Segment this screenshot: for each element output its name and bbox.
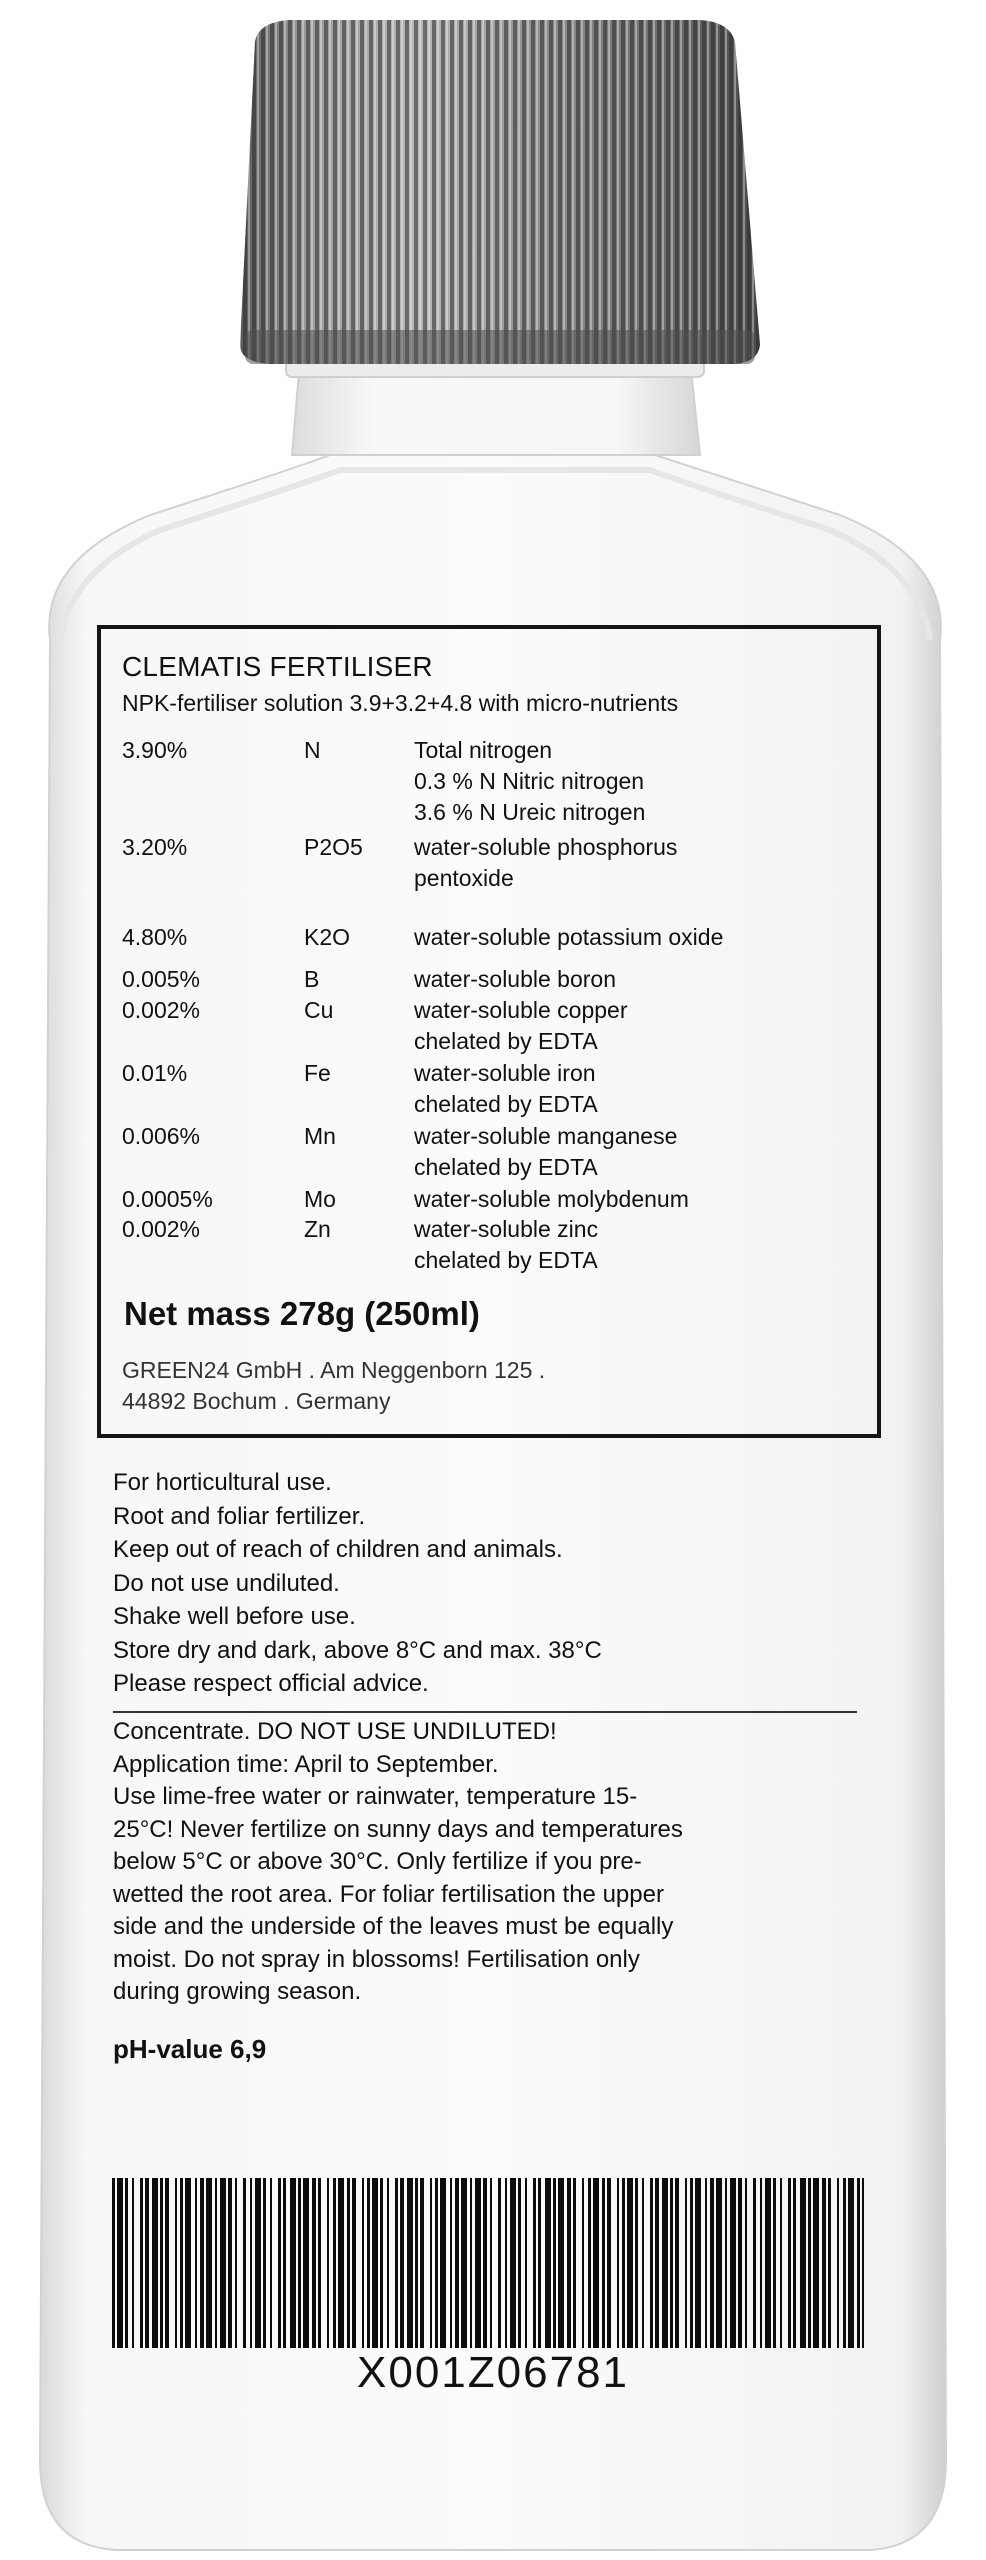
barcode-bar — [730, 2178, 736, 2348]
barcode-bar — [843, 2178, 846, 2348]
application-instructions — [113, 1716, 873, 2009]
barcode-bar — [545, 2178, 551, 2348]
barcode-bar — [753, 2178, 756, 2348]
product-title: CLEMATIS FERTILISER — [122, 651, 433, 682]
barcode-bar — [290, 2178, 296, 2348]
company-line: GREEN24 GmbH . Am Neggenborn 125 . — [122, 1357, 546, 1383]
nutrient-symbol: Fe — [304, 1060, 331, 1086]
barcode-bar — [327, 2178, 329, 2348]
barcode-bar — [837, 2178, 839, 2348]
barcode-bar — [685, 2178, 687, 2348]
nutrient-description: Total nitrogen 0.3 % N Nitric nitrogen 3.6 % N Ureic nitrogen — [414, 737, 646, 825]
barcode-bar — [498, 2178, 501, 2348]
barcode-bar — [525, 2178, 527, 2348]
nutrient-percent: 0.002% — [122, 997, 201, 1023]
usage-line: Store dry and dark, above 8°C and max. 38°C — [113, 1636, 602, 1664]
barcode-bar — [347, 2178, 350, 2348]
usage-line: Do not use undiluted. — [113, 1569, 340, 1597]
barcode-bar — [518, 2178, 521, 2348]
nutrient-symbol: B — [304, 966, 320, 992]
barcode-bar — [250, 2178, 252, 2348]
barcode-bar — [617, 2178, 619, 2348]
barcode-bar — [372, 2178, 378, 2348]
nutrient-description: water-soluble phosphorus pentoxide — [414, 834, 678, 891]
nutrient-symbol: Mn — [304, 1123, 336, 1149]
barcode-bar — [303, 2178, 309, 2348]
barcode-bar — [848, 2178, 854, 2348]
barcode-bar — [602, 2178, 605, 2348]
nutrient-symbol: K2O — [304, 924, 351, 950]
barcode-bar — [558, 2178, 564, 2348]
barcode-bar — [773, 2178, 776, 2348]
barcode-bar — [705, 2178, 707, 2348]
barcode-bar — [215, 2178, 217, 2348]
instruction-line: below 5°C or above 30°C. Only fertilize if you pre- — [113, 1848, 642, 1875]
nutrient-symbol: P2O5 — [304, 834, 363, 860]
barcode-bar — [278, 2178, 281, 2348]
barcode-bar — [312, 2178, 316, 2348]
instruction-line: moist. Do not spray in blossoms! Fertilisation only — [113, 1945, 640, 1973]
nutrient-percent: 0.006% — [122, 1123, 201, 1149]
barcode-bar — [822, 2178, 826, 2348]
barcode-bar — [367, 2178, 370, 2348]
barcode-bar — [415, 2178, 418, 2348]
barcode-bar — [165, 2178, 169, 2348]
barcode-bar — [407, 2178, 413, 2348]
nutrient-description: water-soluble iron chelated by EDTA — [414, 1060, 598, 1117]
barcode-bar — [538, 2178, 541, 2348]
barcode-bar — [185, 2178, 191, 2348]
barcode-bar — [440, 2178, 446, 2348]
barcode-bar — [180, 2178, 183, 2348]
barcode-bar — [333, 2178, 336, 2348]
nutrient-description: water-soluble potassium oxide — [414, 924, 724, 950]
nutrient-percent: 0.0005% — [122, 1186, 213, 1212]
barcode-bar — [862, 2178, 864, 2348]
barcode-bar — [400, 2178, 404, 2348]
barcode-bar — [450, 2178, 452, 2348]
barcode-bar — [793, 2178, 796, 2348]
barcode-bar — [195, 2178, 197, 2348]
barcode-bar — [828, 2178, 831, 2348]
barcode-bar — [627, 2178, 633, 2348]
usage-line: Keep out of reach of children and animals. — [113, 1536, 563, 1563]
nutrient-symbol: Cu — [304, 997, 334, 1023]
usage-line: For horticultural use. — [113, 1469, 332, 1496]
barcode-bar — [220, 2178, 226, 2348]
barcode-bar — [362, 2178, 364, 2348]
nutrient-percent: 3.90% — [122, 737, 188, 763]
barcode-bar — [470, 2178, 472, 2348]
barcode-bar — [690, 2178, 693, 2348]
barcode-bar — [395, 2178, 398, 2348]
barcode-bar — [800, 2178, 806, 2348]
barcode-bar — [655, 2178, 659, 2348]
barcode-bar — [270, 2178, 272, 2348]
barcode-bar — [483, 2178, 487, 2348]
barcode-bar — [255, 2178, 261, 2348]
barcode-bar — [430, 2178, 432, 2348]
barcode-bar — [338, 2178, 344, 2348]
nutrient-description: water-soluble copper chelated by EDTA — [414, 997, 628, 1054]
barcode-bar — [140, 2178, 143, 2348]
company-line: 44892 Bochum . Germany — [122, 1388, 391, 1414]
barcode-bar — [160, 2178, 163, 2348]
barcode-bar — [622, 2178, 625, 2348]
nutrient-percent: 0.005% — [122, 966, 201, 992]
instruction-line: Application time: April to September. — [113, 1750, 499, 1778]
barcode-bar — [112, 2178, 115, 2348]
barcode-bar — [650, 2178, 653, 2348]
barcode-bar — [318, 2178, 321, 2348]
nutrient-symbol: Mo — [304, 1186, 336, 1212]
barcode-bar — [125, 2178, 128, 2348]
barcode-bar — [635, 2178, 638, 2348]
barcode-bar — [567, 2178, 571, 2348]
nutrient-percent: 3.20% — [122, 834, 188, 860]
barcode-bar — [813, 2178, 819, 2348]
instruction-line: wetted the root area. For foliar fertilisation the upper — [113, 1880, 664, 1908]
nutrient-symbol: Zn — [304, 1216, 331, 1242]
barcode-bar — [510, 2178, 516, 2348]
barcode-bar — [420, 2178, 424, 2348]
barcode-bar — [710, 2178, 714, 2348]
barcode-bar — [283, 2178, 286, 2348]
barcode-bar — [206, 2178, 212, 2348]
barcode-bar — [263, 2178, 266, 2348]
barcode-bar — [490, 2178, 492, 2348]
barcode-bar — [200, 2178, 204, 2348]
barcode-bar — [573, 2178, 576, 2348]
barcode — [112, 2178, 864, 2348]
usage-line: Shake well before use. — [113, 1603, 356, 1630]
nutrient-description: water-soluble molybdenum — [414, 1186, 689, 1212]
barcode-bar — [607, 2178, 611, 2348]
instruction-line: during growing season. — [113, 1978, 362, 2005]
nutrient-description: water-soluble zinc chelated by EDTA — [414, 1216, 599, 1273]
usage-notes — [113, 1466, 602, 1701]
barcode-bar — [642, 2178, 644, 2348]
barcode-bar — [675, 2178, 679, 2348]
barcode-bar — [243, 2178, 246, 2348]
nutrient-percent: 4.80% — [122, 924, 188, 950]
barcode-bar — [533, 2178, 536, 2348]
barcode-bar — [505, 2178, 507, 2348]
instruction-line: Concentrate. DO NOT USE UNDILUTED! — [113, 1718, 557, 1745]
barcode-number: X001Z06781 — [357, 2348, 629, 2397]
instruction-line: Use lime-free water or rainwater, temperature 15- — [113, 1783, 638, 1810]
product-subtitle: NPK-fertiliser solution 3.9+3.2+4.8 with micro-nutrients — [122, 690, 679, 716]
barcode-bar — [145, 2178, 149, 2348]
barcode-bar — [475, 2178, 481, 2348]
net-mass: Net mass 278g (250ml) — [124, 1295, 480, 1332]
barcode-bar — [760, 2178, 762, 2348]
nutrient-symbol: N — [304, 737, 321, 763]
barcode-bar — [788, 2178, 791, 2348]
barcode-bar — [765, 2178, 771, 2348]
barcode-bar — [455, 2178, 459, 2348]
barcode-bar — [380, 2178, 383, 2348]
barcode-bar — [725, 2178, 727, 2348]
divider — [113, 1711, 857, 1713]
barcode-bar — [553, 2178, 556, 2348]
barcode-bar — [808, 2178, 811, 2348]
nutrient-percent: 0.01% — [122, 1060, 188, 1086]
barcode-bar — [352, 2178, 356, 2348]
barcode-bar — [588, 2178, 591, 2348]
barcode-bar — [857, 2178, 860, 2348]
instruction-line: side and the underside of the leaves must be equally — [113, 1913, 674, 1940]
instruction-line: 25°C! Never fertilize on sunny days and temperatures — [113, 1815, 683, 1843]
barcode-bar — [745, 2178, 747, 2348]
barcode-bar — [716, 2178, 722, 2348]
barcode-bar — [662, 2178, 668, 2348]
barcode-bar — [582, 2178, 584, 2348]
nutrient-percent: 0.002% — [122, 1216, 201, 1242]
barcode-bar — [387, 2178, 389, 2348]
nutrient-description: water-soluble boron — [414, 966, 617, 992]
barcode-bar — [175, 2178, 177, 2348]
barcode-bar — [695, 2178, 701, 2348]
barcode-bar — [117, 2178, 123, 2348]
barcode-bar — [670, 2178, 673, 2348]
usage-line: Please respect official advice. — [113, 1670, 429, 1697]
barcode-bar — [235, 2178, 237, 2348]
company-address — [122, 1355, 545, 1417]
barcode-bar — [780, 2178, 782, 2348]
barcode-bar — [152, 2178, 158, 2348]
barcode-bar — [298, 2178, 301, 2348]
barcode-bar — [228, 2178, 232, 2348]
barcode-bar — [593, 2178, 599, 2348]
barcode-bar — [132, 2178, 134, 2348]
barcode-bar — [461, 2178, 467, 2348]
barcode-bar — [435, 2178, 438, 2348]
nutrient-description: water-soluble manganese chelated by EDTA — [414, 1123, 678, 1180]
ph-value: pH-value 6,9 — [113, 2034, 267, 2064]
barcode-bar — [738, 2178, 742, 2348]
usage-line: Root and foliar fertilizer. — [113, 1502, 366, 1530]
